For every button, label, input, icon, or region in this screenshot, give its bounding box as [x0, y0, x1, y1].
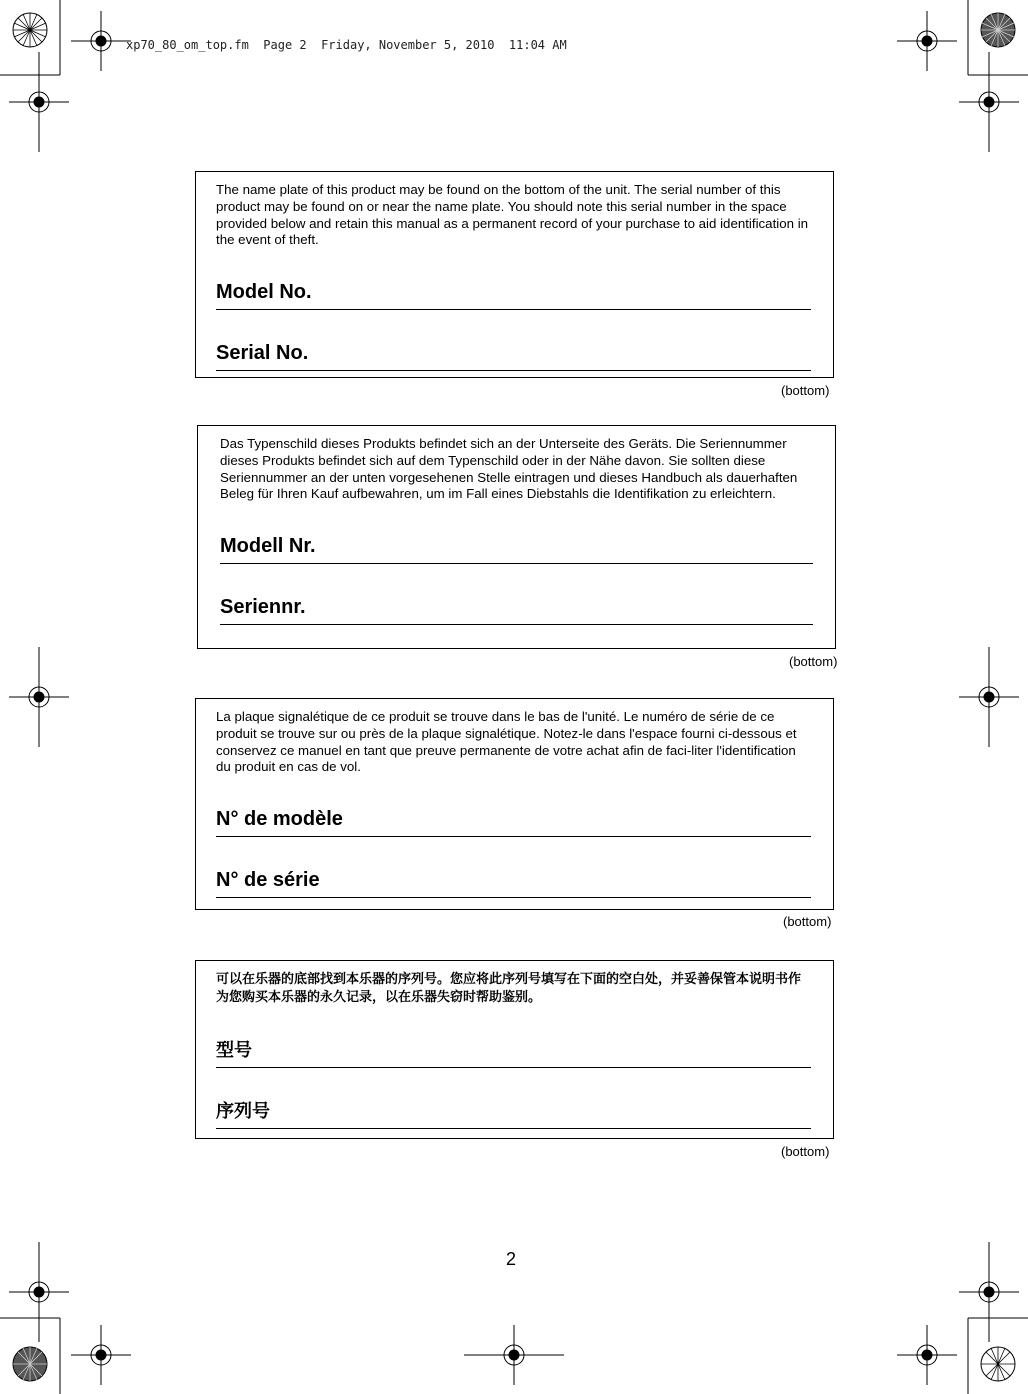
registration-target-icon: [897, 11, 957, 71]
model-number-label: N° de modèle: [216, 808, 343, 831]
nameplate-paragraph: The name plate of this product may be found on the bottom of the unit. The serial number of this product may be found on or near the name plate. You should note this serial number in the space provided below and retain this manual as a permanent record of your purchase to aid identification in the event of theft.: [216, 182, 809, 248]
registration-target-icon: [959, 52, 1019, 152]
serial-number-label: Seriennr.: [220, 596, 306, 619]
serial-number-label: 序列号: [216, 1101, 270, 1122]
model-number-field: [216, 1007, 811, 1068]
serial-number-field: [220, 564, 813, 625]
registration-target-icon: [9, 1242, 69, 1342]
bottom-note: (bottom): [781, 1144, 830, 1159]
bottom-note: (bottom): [789, 654, 838, 669]
model-number-label: Modell Nr.: [220, 535, 316, 558]
registration-target-icon: [9, 647, 69, 747]
nameplate-paragraph: La plaque signalétique de ce produit se trouve dans le bas de l'unité. Le numéro de série de ce produit se trouve sur ou près de la plaque signalétique. Notez-le dans l'espace fourni ci-dessous et conservez ce manuel en tant que preuve permanente de votre achat afin de faci-liter l'identification du produit en cas de vol.: [216, 709, 797, 775]
model-number-field: [220, 503, 813, 564]
registration-target-icon: [959, 1242, 1019, 1342]
nameplate-box-english: [195, 171, 834, 378]
bottom-note: (bottom): [783, 914, 832, 929]
registration-target-icon: [71, 1325, 131, 1385]
registration-target-icon: [897, 1325, 957, 1385]
model-number-field: [216, 776, 811, 837]
registration-target-icon: [959, 647, 1019, 747]
nameplate-box-french: [195, 698, 834, 910]
serial-number-field: [216, 1068, 811, 1129]
starburst-icon: [980, 12, 1016, 48]
serial-number-field: [216, 837, 811, 898]
nameplate-paragraph: Das Typenschild dieses Produkts befindet sich an der Unterseite des Geräts. Die Seriennummer dieses Produkts befindet sich auf dem Typenschild oder in der Nähe davon. Sie sollten diese Seriennummer an der unten vorgesehenen Stelle eintragen und dieses Handbuch als dauerhaften Beleg für Ihren Kauf aufbewahren, um im Fall eines Diebstahls die Identifikation zu erleichtern.: [220, 436, 798, 502]
serial-number-label: Serial No.: [216, 342, 309, 365]
registration-target-icon: [464, 1325, 564, 1385]
write-in-line: [216, 897, 811, 898]
nameplate-paragraph: 可以在乐器的底部找到本乐器的序列号。您应将此序列号填写在下面的空白处，并妥善保管本说明书作为您购买本乐器的永久记录，以在乐器失窃时帮助鉴别。: [216, 972, 802, 1005]
model-number-label: 型号: [216, 1040, 252, 1061]
write-in-line: [216, 370, 811, 371]
bottom-note: (bottom): [781, 383, 830, 398]
model-number-label: Model No.: [216, 281, 312, 304]
nameplate-box-german: [197, 425, 836, 649]
page-number: 2: [506, 1249, 517, 1269]
starburst-icon: [980, 1346, 1016, 1382]
starburst-icon: [12, 12, 48, 48]
nameplate-box-chinese: [195, 960, 834, 1139]
starburst-icon: [12, 1346, 48, 1382]
write-in-line: [220, 624, 813, 625]
serial-number-label: N° de série: [216, 869, 320, 892]
serial-number-field: [216, 310, 811, 371]
file-info-header: xp70_80_om_top.fm Page 2 Friday, November 5, 2010 11:04 AM: [126, 38, 567, 52]
model-number-field: [216, 249, 811, 310]
registration-target-icon: [9, 52, 69, 152]
write-in-line: [216, 1128, 811, 1129]
registration-target-icon: [71, 11, 131, 71]
